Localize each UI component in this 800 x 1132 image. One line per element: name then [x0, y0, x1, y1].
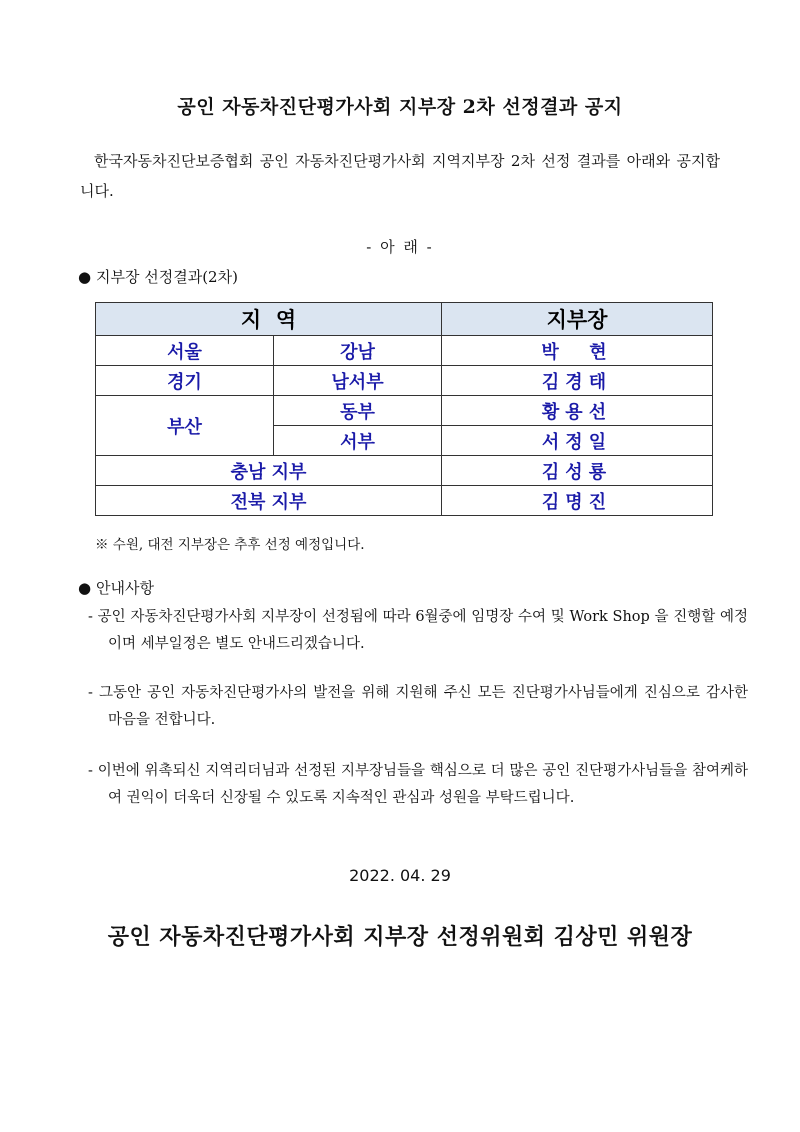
- district-cell: 남서부: [274, 366, 442, 396]
- document-date: 2022. 04. 29: [349, 866, 451, 885]
- leader-cell: 서정일: [442, 426, 713, 456]
- section-results-heading: [78, 266, 238, 287]
- region-cell: 전북 지부: [96, 486, 442, 516]
- leader-cell: 김경태: [442, 366, 713, 396]
- intro-paragraph: 한국자동차진단보증협회 공인 자동차진단평가사회 지역지부장 2차 선정 결과를 아래와 공지합니다.: [80, 152, 720, 200]
- district-cell: 서부: [274, 426, 442, 456]
- region-cell: 충남 지부: [96, 456, 442, 486]
- notice-item: - 그동안 공인 자동차진단평가사의 발전을 위해 지원해 주신 모든 진단평가사님들에게 진심으로 감사한 마음을 전합니다.: [88, 685, 748, 728]
- notice-item: - 이번에 위촉되신 지역리더님과 선정된 지부장님들을 핵심으로 더 많은 공인 진단평가사님들을 참여케하여 권익이 더욱더 신장될 수 있도록 지속적인 관심과 성원을 부탁드립니다.: [88, 763, 748, 806]
- notice-item: - 공인 자동차진단평가사회 지부장이 선정됨에 따라 6월중에 임명장 수여 및 Work Shop 을 진행할 예정이며 세부일정은 별도 안내드리겠습니다.: [88, 609, 748, 652]
- leader-cell: 박 현: [442, 336, 713, 366]
- table-row: [96, 366, 713, 396]
- leader-cell: 황용선: [442, 396, 713, 426]
- below-marker: - 아 래 -: [366, 238, 434, 256]
- leader-cell: 김명진: [442, 486, 713, 516]
- results-table: [95, 302, 713, 516]
- region-cell: 서울: [96, 336, 274, 366]
- district-cell: 강남: [274, 336, 442, 366]
- signature-line: 공인 자동차진단평가사회 지부장 선정위원회 김상민 위원장: [107, 924, 693, 950]
- bullet-icon: ●: [78, 268, 92, 286]
- table-row: [96, 336, 713, 366]
- section-notices-heading: [78, 577, 154, 598]
- table-header-row: [96, 303, 713, 336]
- header-leader: 지부장: [442, 303, 713, 336]
- region-cell: 부산: [96, 396, 274, 456]
- header-region: 지 역: [96, 303, 442, 336]
- region-cell: 경기: [96, 366, 274, 396]
- table-note: ※ 수원, 대전 지부장은 추후 선정 예정입니다.: [95, 537, 365, 553]
- section-results-label: 지부장 선정결과(2차): [96, 268, 238, 286]
- table-row: [96, 396, 713, 426]
- section-notices-label: 안내사항: [96, 579, 154, 597]
- leader-cell: 김성룡: [442, 456, 713, 486]
- document-title: 공인 자동차진단평가사회 지부장 2차 선정결과 공지: [177, 96, 623, 118]
- table-row: [96, 486, 713, 516]
- table-row: [96, 456, 713, 486]
- district-cell: 동부: [274, 396, 442, 426]
- bullet-icon: ●: [78, 579, 92, 597]
